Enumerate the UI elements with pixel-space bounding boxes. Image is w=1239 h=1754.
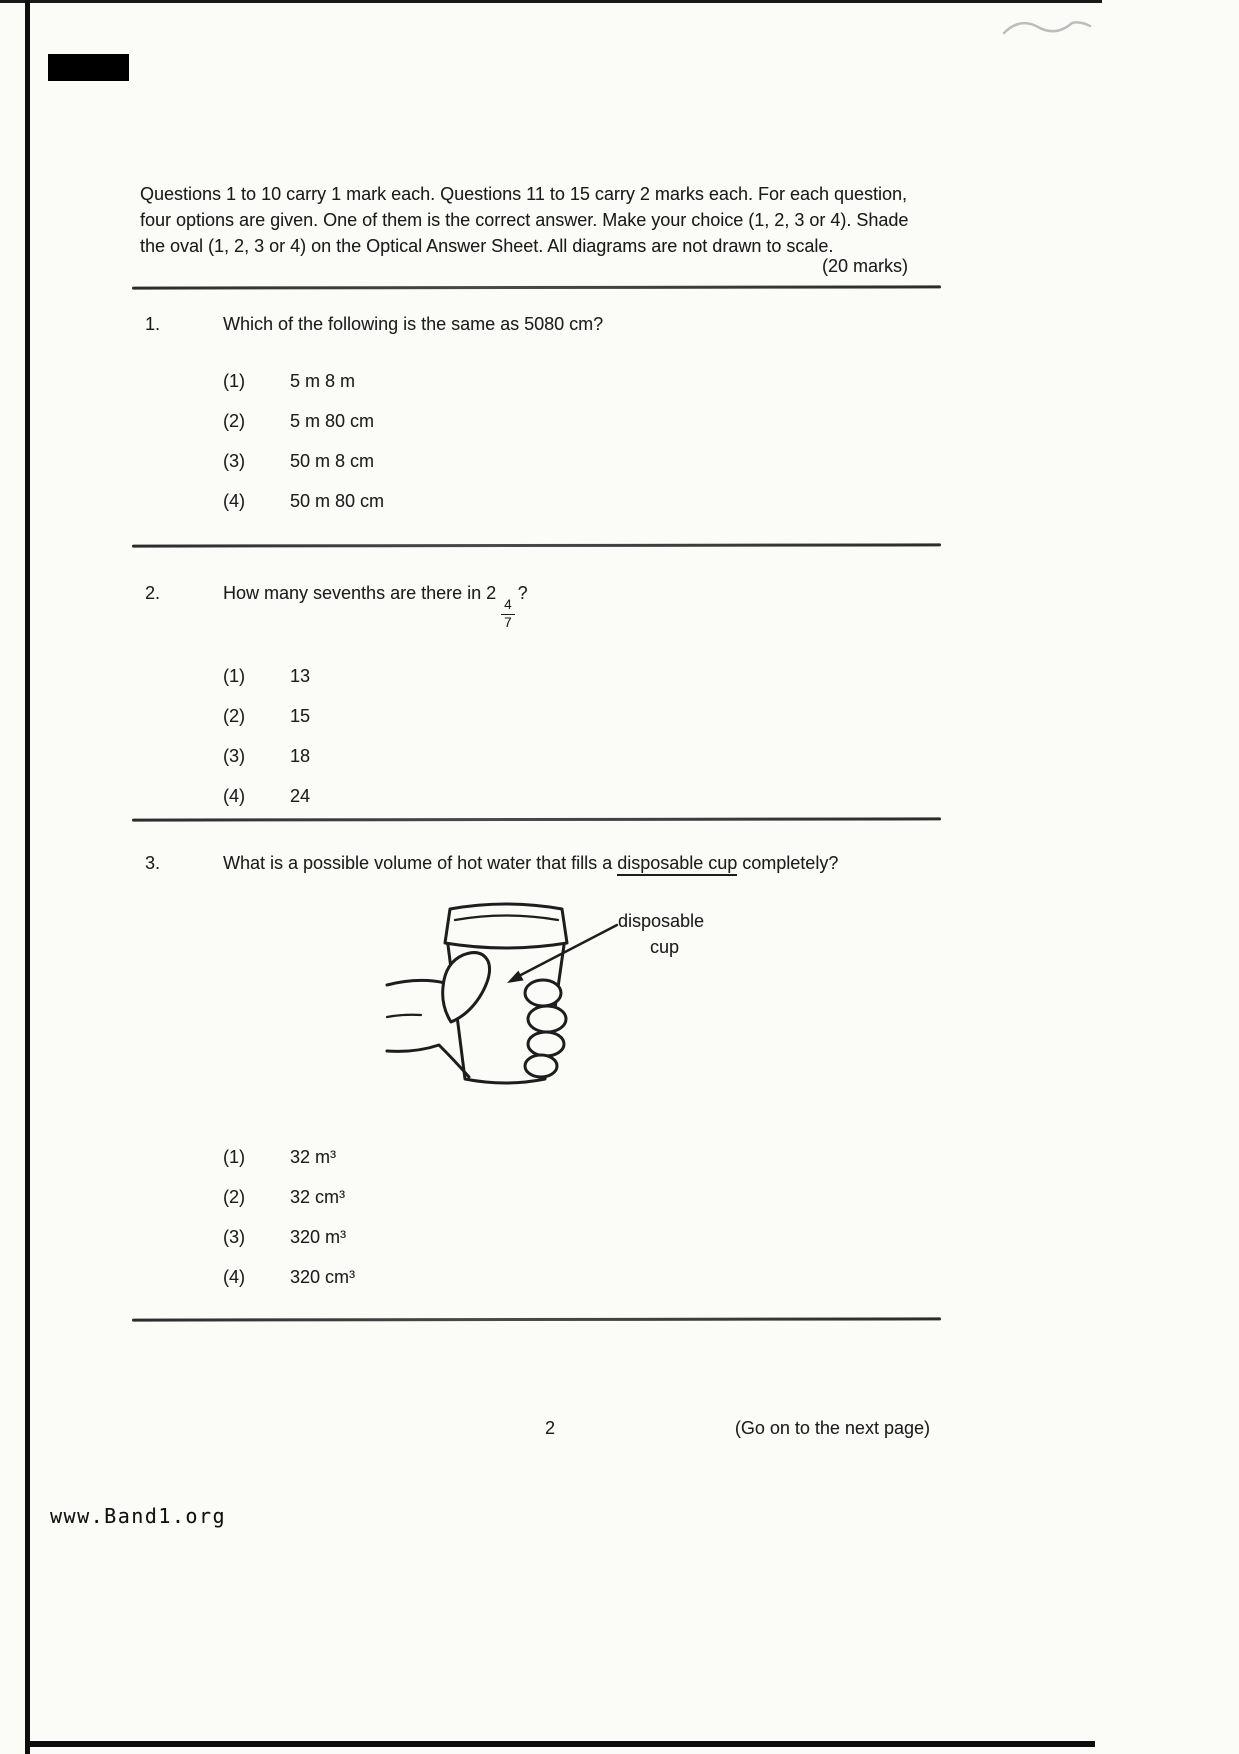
option-row — [223, 705, 945, 745]
fraction-four-sevenths — [501, 598, 515, 631]
option-row — [223, 665, 945, 705]
option-label: (3) — [223, 745, 245, 766]
question-text-prefix: What is a possible volume of hot water that fills a — [223, 853, 618, 873]
option-value: 32 m³ — [290, 1147, 337, 1167]
question-text — [223, 580, 945, 631]
option-label: (4) — [223, 785, 245, 806]
option-value: 320 m³ — [290, 1227, 347, 1247]
fraction-numerator: 4 — [501, 598, 515, 615]
question-1 — [145, 311, 945, 530]
redaction-mark — [48, 54, 129, 81]
watermark-url: www.Band1.org — [50, 1504, 227, 1528]
option-label: (1) — [223, 371, 245, 391]
option-value: 18 — [290, 745, 311, 766]
option-value: 5 m 8 m — [290, 371, 356, 391]
option-row — [223, 1146, 355, 1186]
option-label: (4) — [223, 1267, 245, 1287]
figure-label — [618, 908, 704, 960]
option-row — [223, 1226, 355, 1266]
instructions-text: Questions 1 to 10 carry 1 mark each. Questions 11 to 15 carry 2 marks each. For each question, four options are given. One of them is the correct answer. Make your choice (1, 2, 3 or 4). Shade the oval (1, 2, 3 or 4) on the Optical Answer Sheet. All diagrams are not drawn to scale. — [140, 184, 909, 256]
question-text — [223, 850, 945, 876]
question-text: Which of the following is the same as 5080 cm? — [223, 314, 604, 334]
option-label: (2) — [223, 1187, 245, 1207]
option-value: 50 m 8 cm — [290, 451, 375, 471]
option-value: 50 m 80 cm — [290, 491, 385, 511]
question-3 — [145, 850, 945, 1320]
question-number: 3. — [145, 853, 161, 873]
question-number: 2. — [145, 583, 161, 603]
option-row — [223, 490, 945, 530]
option-row — [223, 1266, 355, 1306]
option-label: (4) — [223, 491, 245, 511]
option-value: 15 — [290, 705, 311, 726]
option-row — [223, 1186, 355, 1226]
option-value: 5 m 80 cm — [290, 411, 375, 431]
question-text-suffix: ? — [517, 583, 528, 603]
option-value: 32 cm³ — [290, 1187, 346, 1207]
question-text-underlined: disposable cup — [617, 853, 737, 876]
option-row — [223, 410, 945, 450]
option-value: 320 cm³ — [290, 1267, 356, 1287]
option-row — [223, 745, 945, 785]
divider — [132, 1317, 941, 1321]
scan-edge-left — [25, 0, 30, 1754]
arrow-head — [507, 971, 524, 983]
page-number: 2 — [544, 1418, 555, 1438]
option-row — [223, 450, 945, 490]
option-label: (1) — [223, 665, 245, 686]
divider — [132, 543, 941, 547]
option-label: (3) — [223, 451, 245, 471]
question-2 — [145, 580, 945, 825]
question-number: 1. — [145, 314, 161, 334]
scan-edge-top — [0, 0, 1102, 3]
option-row — [223, 370, 945, 410]
option-value: 13 — [290, 665, 311, 686]
pen-squiggle-icon — [1002, 13, 1094, 41]
next-page-note: (Go on to the next page) — [734, 1418, 930, 1438]
option-label: (2) — [223, 411, 245, 431]
question-text-prefix: How many sevenths are there in 2 — [223, 583, 497, 603]
divider — [132, 285, 941, 289]
figure-label-line2: cup — [650, 937, 680, 957]
option-label: (3) — [223, 1227, 245, 1247]
scan-edge-bottom — [25, 1741, 1095, 1747]
option-value: 24 — [290, 785, 311, 806]
question-text-suffix: completely? — [737, 853, 839, 873]
option-label: (1) — [223, 1147, 245, 1167]
figure-label-line1: disposable — [618, 911, 705, 931]
marks-label: (20 marks) — [822, 256, 909, 276]
fraction-denominator: 7 — [504, 614, 512, 630]
option-label: (2) — [223, 705, 245, 726]
